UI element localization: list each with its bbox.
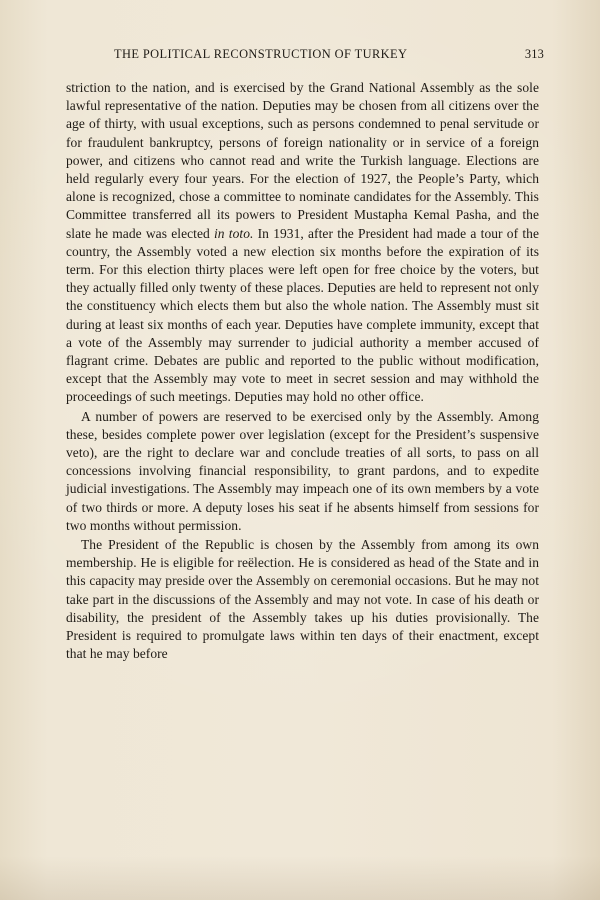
page-body [66, 79, 539, 664]
page-number: 313 [524, 47, 544, 61]
latin-phrase: in toto. [214, 225, 254, 241]
page-header [66, 45, 544, 67]
running-head: THE POLITICAL RECONSTRUCTION OF TURKEY [114, 47, 408, 61]
paragraph-text: striction to the nation, and is exercised by the Grand National Assembly as the sole lawful representative of the nation. Deputies may be chosen from all citizens over the age of thirty, with usual exceptions, such as persons condemned to penal servitude or for fraudulent bankruptcy, persons of foreign nationality or in service of a foreign power, and citizens who cannot read and write the Turkish language. Elections are held regularly every four years. For the election of 1927, the People’s Party, which alone is recognized, chose a committee to nominate candidates for the Assembly. This Committee transferred all its powers to President Mustapha Kemal Pasha, and the slate he made was elected [66, 80, 539, 241]
paragraph-continuation [66, 79, 539, 407]
paragraph-assembly-powers: A number of powers are reserved to be exercised only by the Assembly. Among these, besides complete power over legislation (except for the President’s suspensive veto), are the right to declare war and conclude treaties of all sorts, to pass on all concessions involving financial responsibility, to grant pardons, and to expedite judicial investigations. The Assembly may impeach one of its own members by a vote of two thirds or more. A deputy loses his seat if he absents himself from sessions for two months without permission. [66, 408, 539, 533]
paragraph-president: The President of the Republic is chosen by the Assembly from among its own membership. He is eligible for reëlection. He is considered as head of the State and in this capacity may preside over the Assembly on ceremonial occasions. But he may not take part in the discussions of the Assembly and may not vote. In case of his death or disability, the president of the Assembly takes up his duties provisionally. The President is required to promulgate laws within ten days of their enactment, except that he may before [66, 537, 539, 662]
paragraph-text: In 1931, after the President had made a tour of the country, the Assembly voted a new election six months before the expiration of its term. For this election thirty places were left open for free choice by the voters, but they actually filled only twenty of these places. Deputies are held to represent not only the constituency which elects them but also the whole nation. The Assembly must sit during at least six months of each year. Deputies have complete immunity, except that a vote of the Assembly may surrender to judicial authority a member accused of flagrant crime. Debates are public and reported to the public without modification, except that the Assembly may vote to meet in secret session and may withhold the proceedings of such meetings. Deputies may hold no other office. [66, 225, 540, 405]
